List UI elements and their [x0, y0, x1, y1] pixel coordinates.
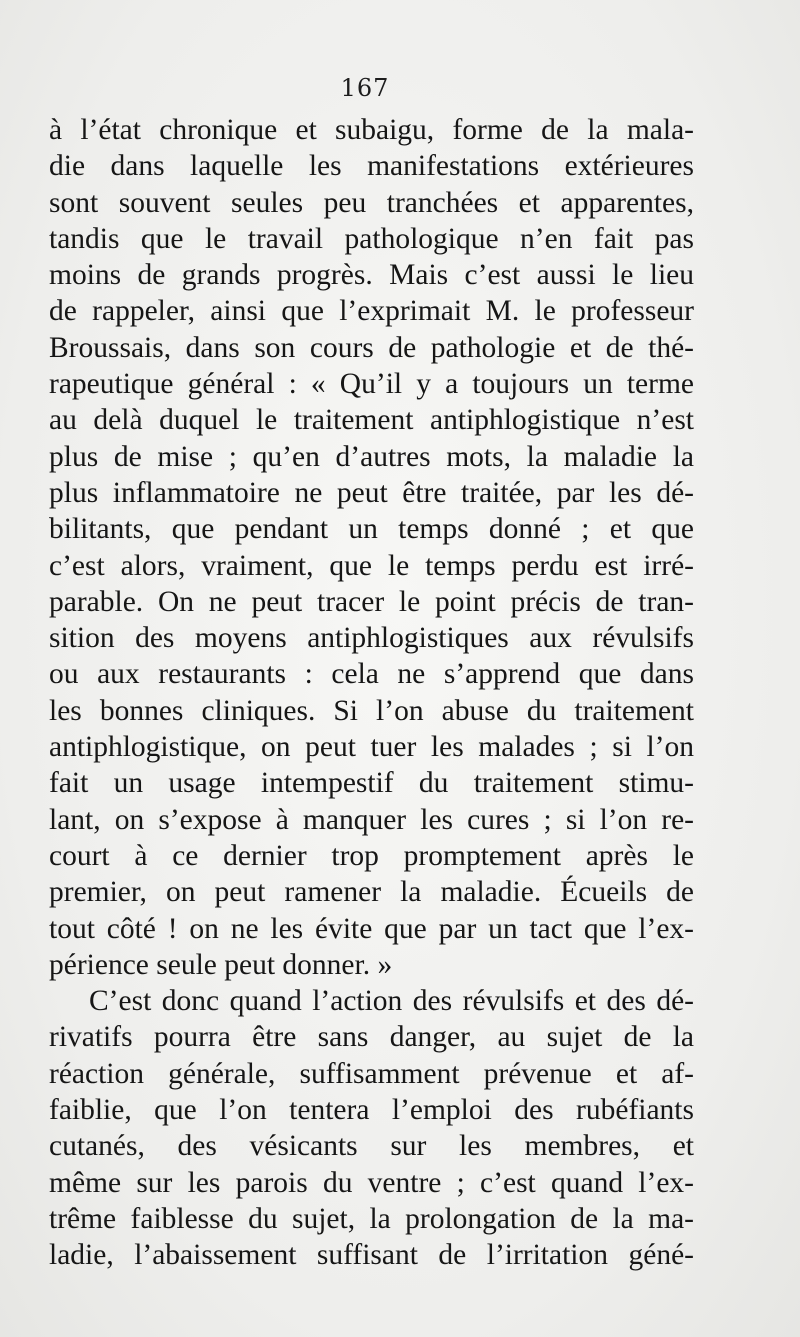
text-line: tout côté ! on ne les évite que par un tact que l’ex-	[49, 912, 694, 945]
text-line: ou aux restaurants : cela ne s’apprend que dans	[49, 658, 694, 691]
text-line: plus inflammatoire ne peut être traitée, par les dé-	[49, 476, 694, 509]
text-line: die dans laquelle les manifestations extérieures	[49, 150, 694, 183]
text-line: les bonnes cliniques. Si l’on abuse du traitement	[49, 694, 694, 727]
text-line: Broussais, dans son cours de pathologie et de thé-	[49, 331, 694, 364]
text-line: au delà duquel le traitement antiphlogistique n’est	[49, 404, 694, 437]
text-line: cutanés, des vésicants sur les membres, et	[49, 1130, 694, 1163]
text-line: fait un usage intempestif du traitement stimu-	[49, 767, 694, 800]
text-line: périence seule peut donner. »	[49, 948, 393, 981]
text-line: premier, on peut ramener la maladie. Écueils de	[49, 876, 694, 909]
text-line: même sur les parois du ventre ; c’est quand l’ex-	[49, 1166, 694, 1199]
text-line: C’est donc quand l’action des révulsifs et des dé-	[89, 985, 694, 1018]
text-line: réaction générale, suffisamment prévenue et af-	[49, 1057, 694, 1090]
text-line: à l’état chronique et subaigu, forme de la mala-	[49, 114, 694, 146]
text-line: moins de grands progrès. Mais c’est aussi le lieu	[49, 259, 694, 292]
text-line: sont souvent seules peu tranchées et apparentes,	[49, 186, 694, 219]
paragraph-1	[49, 112, 694, 983]
text-line: trême faiblesse du sujet, la prolongation de la ma-	[49, 1202, 694, 1235]
text-line: tandis que le travail pathologique n’en fait pas	[49, 222, 694, 255]
page-number: 167	[340, 74, 390, 102]
body-text	[49, 112, 694, 1274]
text-line: sition des moyens antiphlogistiques aux révulsifs	[49, 622, 694, 655]
text-line: court à ce dernier trop promptement après le	[49, 839, 694, 872]
text-line: plus de mise ; qu’en d’autres mots, la maladie la	[49, 440, 694, 473]
text-line: antiphlogistique, on peut tuer les malades ; si l’on	[49, 731, 694, 764]
text-line: faiblie, que l’on tentera l’emploi des rubéfiants	[49, 1094, 694, 1127]
text-line: lant, on s’expose à manquer les cures ; si l’on re-	[49, 803, 694, 836]
text-line: bilitants, que pendant un temps donné ; et que	[49, 513, 694, 546]
text-line: rapeutique général : « Qu’il y a toujours un terme	[49, 368, 694, 401]
text-line: ladie, l’abaissement suffisant de l’irritation géné-	[49, 1239, 694, 1272]
text-line: c’est alors, vraiment, que le temps perdu est irré-	[49, 549, 694, 582]
text-line: parable. On ne peut tracer le point précis de tran-	[49, 585, 694, 618]
paragraph-2	[49, 983, 694, 1273]
text-line: rivatifs pourra être sans danger, au sujet de la	[49, 1021, 694, 1054]
text-line: de rappeler, ainsi que l’exprimait M. le professeur	[49, 295, 694, 328]
